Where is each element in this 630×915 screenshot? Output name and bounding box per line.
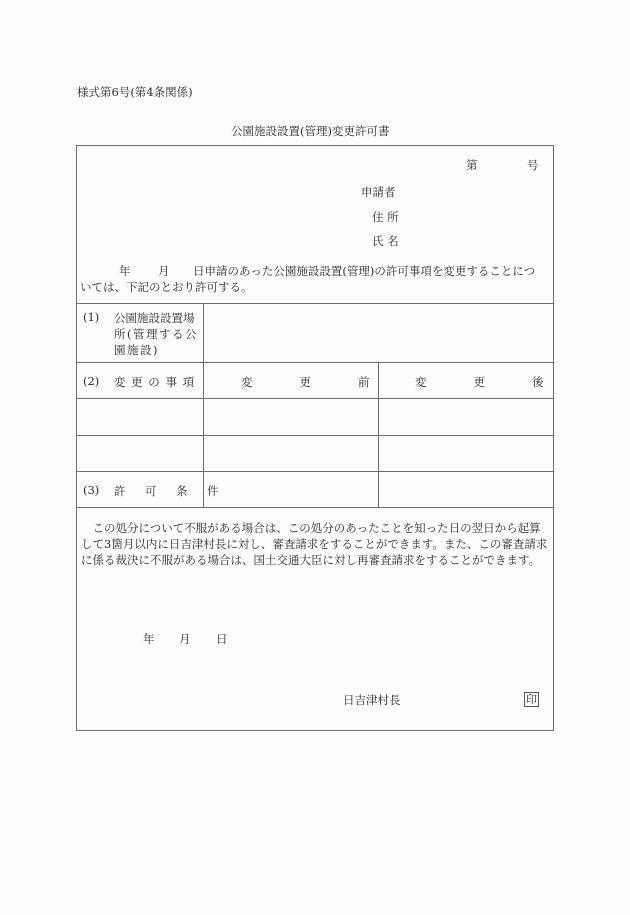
row2-label: 変 更 の 事 項 — [114, 375, 196, 389]
row3-label: 許 可 条 件 — [114, 484, 223, 498]
issuer-title: 日吉津村長 — [343, 693, 401, 707]
permit-form-box — [76, 145, 554, 731]
row2-number: (2) — [83, 374, 100, 388]
row1-label-line3: 園施設) — [114, 343, 159, 357]
number-suffix: 号 — [527, 158, 539, 172]
divider — [77, 435, 553, 436]
document-title: 公園施設設置(管理)変更許可書 — [231, 124, 390, 138]
address-label: 住 所 — [372, 210, 399, 224]
intro-year: 年 — [119, 264, 131, 278]
intro-text-line1: 日申請のあった公園施設設置(管理)の許可事項を変更することにつ — [193, 264, 536, 278]
column-divider — [378, 362, 379, 507]
divider — [77, 398, 553, 399]
divider — [77, 507, 553, 508]
appeal-notice: この処分について不服がある場合は、この処分のあったことを知った日の翌日から起算して3箇月以内に日吉津村長に対し、審査請求をすることができます。また、この審査請求に係る裁決に不服がある場合は、国土交通大臣に対し再審査請求をすることができます。 — [81, 521, 548, 567]
after-change-header: 変 更 後 — [415, 375, 552, 389]
row3-number: (3) — [83, 483, 100, 497]
divider — [77, 303, 553, 304]
intro-text-line2: いては、下記のとおり許可する。 — [80, 280, 253, 294]
footer-day: 日 — [216, 632, 228, 646]
applicant-label: 申請者 — [361, 185, 396, 199]
name-label: 氏 名 — [372, 234, 399, 248]
intro-month: 月 — [158, 264, 170, 278]
number-prefix: 第 — [466, 158, 478, 172]
seal-icon: 印 — [526, 693, 537, 706]
divider — [77, 471, 553, 472]
column-divider — [203, 303, 204, 507]
form-number: 様式第6号(第4条関係) — [77, 85, 193, 99]
row1-number: (1) — [83, 310, 100, 324]
row1-label-line2: 所(管理する公 — [114, 327, 198, 341]
divider — [77, 362, 553, 363]
footer-year: 年 — [143, 632, 155, 646]
row1-label-line1: 公園施設設置場 — [114, 311, 195, 325]
footer-month: 月 — [179, 632, 191, 646]
before-change-header: 変 更 前 — [241, 375, 378, 389]
